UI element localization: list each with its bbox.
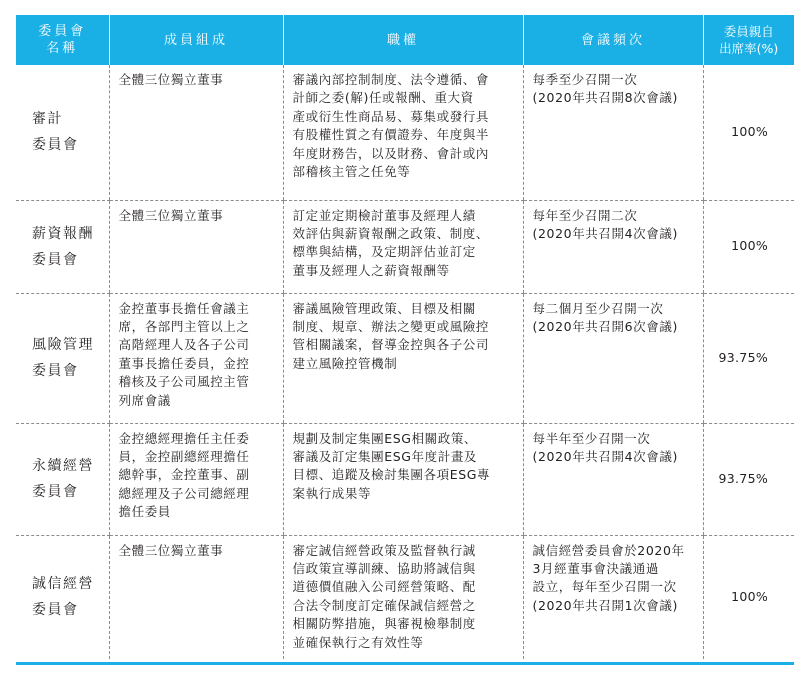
attendance-rate: 100%: [703, 200, 794, 293]
table-row: [16, 200, 794, 293]
committee-duties: 訂定並定期檢討董事及經理人績 效評估與薪資報酬之政策、制度、 標準與結構，及定期評估並訂定 董事及經理人之薪資報酬等: [283, 200, 523, 293]
committee-members: 全體三位獨立董事: [109, 65, 283, 200]
header-row: [16, 15, 794, 65]
meeting-frequency: 每季至少召開一次 (2020年共召開8次會議): [523, 65, 703, 200]
committee-name: 審計 委員會: [16, 65, 109, 200]
committee-members: 全體三位獨立董事: [109, 535, 283, 659]
header-frequency: 會議頻次: [523, 15, 703, 65]
committee-name: 薪資報酬 委員會: [16, 200, 109, 293]
meeting-frequency: 每年至少召開二次 (2020年共召開4次會議): [523, 200, 703, 293]
table-row: [16, 423, 794, 535]
attendance-rate: 93.75%: [703, 293, 794, 423]
header-attendance: 委員親自 出席率(%): [703, 15, 794, 65]
committee-name: 風險管理 委員會: [16, 293, 109, 423]
committee-members: 金控董事長擔任會議主 席，各部門主管以上之 高階經理人及各子公司 董事長擔任委員，金控 稽核及子公司風控主管 列席會議: [109, 293, 283, 423]
committee-duties: 規劃及制定集團ESG相關政策、 審議及訂定集團ESG年度計畫及 目標、追蹤及檢討集團各項ESG專 案執行成果等: [283, 423, 523, 535]
committee-name: 永續經營 委員會: [16, 423, 109, 535]
table-row: [16, 293, 794, 423]
committee-duties: 審議內部控制制度、法令遵循、會 計師之委(解)任或報酬、重大資 產或衍生性商品易、募集或發行具 有股權性質之有價證券、年度與半 年度財務告，以及財務、會計或內 部稽核主管之任免等: [283, 65, 523, 200]
attendance-rate: 100%: [703, 65, 794, 200]
committee-members: 全體三位獨立董事: [109, 200, 283, 293]
meeting-frequency: 每二個月至少召開一次 (2020年共召開6次會議): [523, 293, 703, 423]
committee-table: [16, 15, 794, 659]
committee-duties: 審定誠信經營政策及監督執行誠 信政策宣導訓練、協助將誠信與 道德價值融入公司經營策略、配 合法令制度訂定確保誠信經營之 相關防弊措施，與審視檢舉制度 並確保執行之有效性等: [283, 535, 523, 659]
committee-members: 金控總經理擔任主任委 員，金控副總經理擔任 總幹事，金控董事、副 總經理及子公司總經理 擔任委員: [109, 423, 283, 535]
attendance-rate: 93.75%: [703, 423, 794, 535]
header-duties: 職權: [283, 15, 523, 65]
header-members: 成員組成: [109, 15, 283, 65]
table-bottom-rule: [16, 662, 794, 665]
attendance-rate: 100%: [703, 535, 794, 659]
header-committee-name: 委員會 名稱: [16, 15, 109, 65]
table-row: [16, 65, 794, 200]
committee-name: 誠信經營 委員會: [32, 576, 94, 619]
meeting-frequency: 誠信經營委員會於2020年 3月經董事會決議通過 設立，每年至少召開一次 (2020年共召開1次會議): [523, 535, 703, 659]
table-row: [16, 535, 794, 659]
meeting-frequency: 每半年至少召開一次 (2020年共召開4次會議): [523, 423, 703, 535]
committee-duties: 審議風險管理政策、目標及相關 制度、規章、辦法之變更或風險控 管相關議案，督導金控與各子公司 建立風險控管機制: [283, 293, 523, 423]
